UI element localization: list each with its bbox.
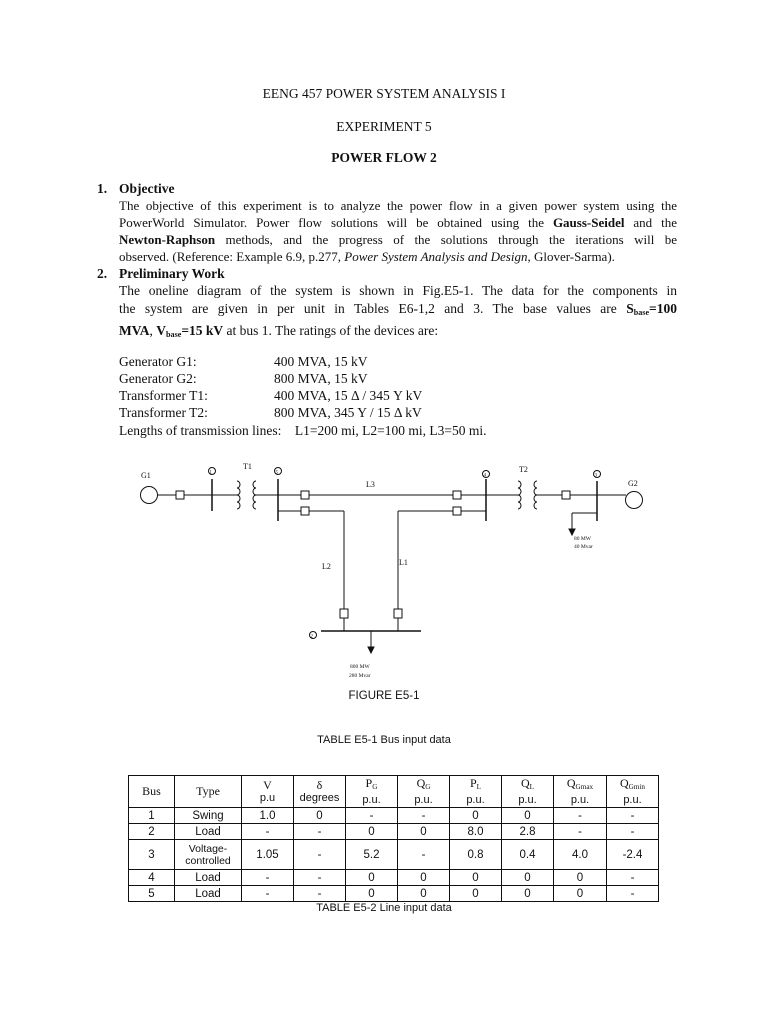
table-cell: 0: [554, 886, 607, 902]
header-cell: [346, 776, 398, 808]
table-cell: 1: [129, 808, 175, 824]
header-cell: [129, 776, 175, 808]
header-subscript: Gmin: [628, 782, 646, 791]
table-cell: -: [607, 870, 659, 886]
header-text: P: [469, 775, 477, 790]
s-symbol: S: [626, 301, 634, 316]
label-g1: G1: [141, 471, 151, 480]
bus-input-table: [128, 775, 659, 902]
transformer-t2-primary: [518, 481, 521, 509]
rating-row: [119, 405, 422, 421]
table-cell: -: [242, 870, 294, 886]
label-bus-3: 3: [594, 473, 597, 479]
header-text: Q: [416, 775, 426, 790]
table-cell: 0: [346, 886, 398, 902]
text: PowerWorld Simulator. Power flow solutions will be obtained using the: [119, 215, 553, 230]
lines-value: L1=200 mi, L2=100 mi, L3=50 mi.: [294, 423, 487, 438]
text: observed. (Reference: Example 6.9, p.277,: [119, 249, 345, 264]
table-cell: 0: [398, 886, 450, 902]
table-row: [129, 870, 659, 886]
transformer-t2-secondary: [534, 481, 537, 509]
table-cell: 0: [502, 870, 554, 886]
header-subscript: G: [425, 782, 431, 791]
text: ,: [149, 323, 157, 338]
label-l2: L2: [322, 562, 331, 571]
table-cell: 0.4: [502, 840, 554, 870]
header-cell: [175, 776, 242, 808]
table-cell: -: [294, 840, 346, 870]
table-header-row: [129, 776, 659, 808]
table-cell: -: [398, 808, 450, 824]
table-cell: 1.0: [242, 808, 294, 824]
rating-row: [119, 388, 422, 404]
table-cell: Load: [175, 870, 242, 886]
lines-label: Lengths of transmission lines:: [119, 423, 282, 438]
rating-value: 400 MVA, 15 Δ / 345 Y kV: [274, 388, 423, 403]
subscript: base: [166, 330, 182, 339]
label-t1: T1: [243, 462, 252, 471]
table-cell: -: [607, 886, 659, 902]
header-cell: [502, 776, 554, 808]
header-text: Q: [520, 775, 530, 790]
table-cell: Load: [175, 824, 242, 840]
header-subscript: L: [529, 782, 535, 791]
table-cell: -: [294, 886, 346, 902]
table-cell: -: [607, 824, 659, 840]
header-text: P: [365, 775, 373, 790]
table-cell: -2.4: [607, 840, 659, 870]
table-cell: 0: [346, 870, 398, 886]
rating-value: 800 MVA, 345 Y / 15 Δ kV: [274, 405, 422, 420]
newton-raphson-term: Newton-Raphson: [119, 232, 216, 247]
header-text: δ: [316, 777, 323, 792]
header-cell: [294, 776, 346, 808]
table-cell: 4: [129, 870, 175, 886]
objective-line-3: [119, 231, 677, 248]
rating-label: Generator G1:: [119, 354, 197, 369]
table-cell: 2: [129, 824, 175, 840]
v-base-value: =15 kV: [181, 323, 224, 338]
header-unit: p.u.: [466, 793, 485, 806]
table-cell: Swing: [175, 808, 242, 824]
label-bus-4: 4: [483, 473, 486, 479]
header-text: V: [263, 777, 272, 792]
objective-line-2: [119, 214, 677, 231]
table-cell: 0: [398, 824, 450, 840]
table-cell: -: [554, 808, 607, 824]
header-cell: [450, 776, 502, 808]
table-row: [129, 824, 659, 840]
table-cell: 2.8: [502, 824, 554, 840]
transformer-t1-primary: [237, 481, 240, 509]
table-cell: 0: [502, 886, 554, 902]
subscript: base: [633, 308, 650, 317]
section-1-title: Objective: [119, 181, 175, 196]
generator-g2-symbol: [626, 492, 643, 509]
table-cell: Load: [175, 886, 242, 902]
label-l3: L3: [366, 480, 375, 489]
rating-value: 400 MVA, 15 kV: [274, 354, 368, 369]
header-unit: p.u.: [414, 793, 433, 806]
rating-row: [119, 354, 368, 370]
table-1-caption: TABLE E5-1 Bus input data: [317, 734, 451, 746]
section-1-number: 1.: [97, 181, 108, 196]
book-title: Power System Analysis and Design: [344, 249, 528, 264]
label-g2: G2: [628, 479, 638, 488]
objective-line-1: The objective of this experiment is to analyze the power flow in a given power system using the: [119, 198, 677, 213]
table-row: [129, 808, 659, 824]
header-text: Type: [196, 784, 220, 798]
table-cell: 0: [346, 824, 398, 840]
header-cell: [242, 776, 294, 808]
header-text: Q: [619, 775, 629, 790]
objective-paragraph: [119, 197, 677, 265]
header-unit: p.u: [259, 791, 276, 804]
table-cell: 0: [398, 870, 450, 886]
table-row: [129, 840, 659, 870]
table-cell: -: [398, 840, 450, 870]
v-symbol: V: [156, 323, 167, 338]
table-cell: Voltage- controlled: [175, 840, 242, 870]
table-cell: 1.05: [242, 840, 294, 870]
header-unit: p.u.: [570, 793, 590, 806]
table-cell: 0: [450, 886, 502, 902]
rating-label: Generator G2:: [119, 371, 197, 386]
header-subscript: G: [372, 782, 378, 791]
text: and the: [624, 215, 677, 230]
table-cell: 0: [450, 808, 502, 824]
generator-g1-symbol: [141, 487, 158, 504]
table-row: [129, 886, 659, 902]
table-cell: 0: [450, 870, 502, 886]
s-base-value: =100: [649, 301, 677, 316]
header-unit: p.u.: [623, 793, 642, 806]
label-t2: T2: [519, 465, 528, 474]
header-text: Q: [566, 775, 576, 790]
text: the system are given in per unit in Tables E6-1,2 and 3. The base values are: [119, 301, 627, 316]
breaker: [176, 491, 184, 499]
table-cell: -: [554, 824, 607, 840]
section-2-title: Preliminary Work: [119, 266, 225, 281]
figure-caption: FIGURE E5-1: [348, 690, 420, 702]
rating-value: 800 MVA, 15 kV: [274, 371, 368, 386]
table-cell: 0.8: [450, 840, 502, 870]
label-bus-2: 2: [310, 634, 313, 640]
objective-line-4: [119, 248, 677, 265]
table-cell: -: [242, 886, 294, 902]
table-cell: -: [294, 870, 346, 886]
table-cell: -: [346, 808, 398, 824]
header-subscript: Gmax: [575, 782, 594, 791]
rating-label: Transformer T2:: [119, 405, 208, 420]
table-cell: 4.0: [554, 840, 607, 870]
experiment-number: EXPERIMENT 5: [336, 119, 432, 134]
header-cell: [398, 776, 450, 808]
document-title: POWER FLOW 2: [331, 150, 437, 165]
load-3-q: 40 Mvar: [574, 544, 593, 550]
lines-length-row: [119, 423, 486, 439]
label-l1: L1: [399, 558, 408, 567]
header-text: Bus: [142, 784, 161, 798]
rating-row: [119, 371, 368, 387]
prelim-paragraph: [119, 282, 677, 344]
gauss-seidel-term: Gauss-Seidel: [552, 215, 625, 230]
table-2-caption: TABLE E5-2 Line input data: [316, 902, 452, 914]
load-2-q: 280 Mvar: [349, 673, 371, 679]
section-2-number: 2.: [97, 266, 108, 281]
prelim-line-2: [119, 300, 677, 322]
header-unit: p.u.: [362, 793, 381, 806]
table-cell: -: [242, 824, 294, 840]
course-title: EENG 457 POWER SYSTEM ANALYSIS I: [262, 86, 506, 101]
table-cell: 5: [129, 886, 175, 902]
table-cell: 0: [294, 808, 346, 824]
load-3-p: 80 MW: [574, 536, 591, 542]
prelim-line-3: [119, 322, 677, 344]
table-cell: -: [607, 808, 659, 824]
header-unit: degrees: [299, 791, 340, 804]
table-cell: 8.0: [450, 824, 502, 840]
table-cell: 0: [502, 808, 554, 824]
table-cell: -: [294, 824, 346, 840]
header-unit: p.u.: [518, 793, 537, 806]
text: at bus 1. The ratings of the devices are:: [223, 323, 439, 338]
oneline-diagram: [0, 455, 768, 695]
header-cell: [607, 776, 659, 808]
transformer-t1-secondary: [253, 481, 256, 509]
header-cell: [554, 776, 607, 808]
table-cell: 3: [129, 840, 175, 870]
load-2-p: 800 MW: [350, 664, 370, 670]
label-bus-1: 1: [209, 470, 212, 476]
header-subscript: L: [476, 782, 482, 791]
text: methods, and the progress of the solutions through the iterations will be: [215, 232, 677, 247]
mva-unit: MVA: [119, 323, 150, 338]
rating-label: Transformer T1:: [119, 388, 208, 403]
table-cell: 5.2: [346, 840, 398, 870]
text: , Glover-Sarma).: [527, 249, 615, 264]
prelim-line-1: The oneline diagram of the system is shown in Fig.E5-1. The data for the components in: [119, 283, 677, 298]
table-cell: 0: [554, 870, 607, 886]
label-bus-5: 5: [275, 470, 278, 476]
